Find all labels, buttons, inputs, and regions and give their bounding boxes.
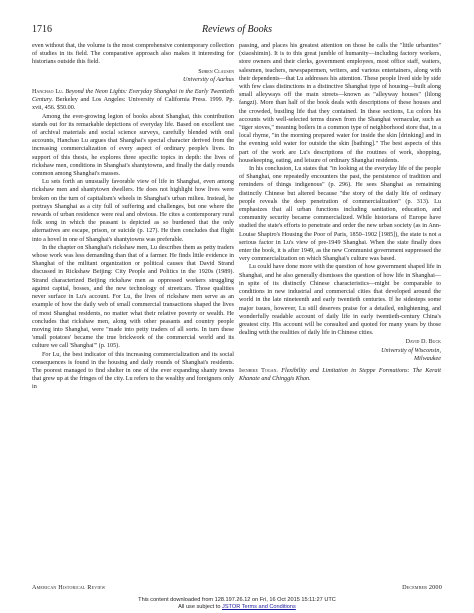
reviewer-affiliation: University of Wisconsin, <box>381 347 441 354</box>
reviewer-signature-1 <box>32 68 234 84</box>
page-footer <box>32 584 442 594</box>
left-column <box>32 42 234 392</box>
review-author: Hanchao Lu. <box>32 89 64 96</box>
issue-date: December 2000 <box>402 584 442 591</box>
next-review-author: Isenbike Togan. <box>239 367 278 374</box>
review-publication: Berkeley and Los Angeles: University of California Press. 1999. Pp. xvii, 456. $50.00. <box>32 97 234 112</box>
right-column <box>239 42 441 383</box>
body-paragraph: Lu could have done more with the question of how government shaped life in Shanghai, and he also generally dismisses the question of how life in Shanghai—in spite of its distinctly Chinese characteristics—might be comparable to conditions in new industrial and commercial cities that developed around the world in the late nineteenth and early twentieth centuries. If he sidesteps some major issues, however, Lu still deserves praise for a detailed, enlightening, and wonderfully readable account of daily life in early twentieth-century China's greatest city. His account will be consulted and quoted for many years by those dealing with the realities of daily life in Chinese cities. <box>239 264 441 337</box>
body-paragraph: For Lu, the best indicator of this increasing commercialization and its social consequences is found in the housing and daily rounds of Shanghai's residents. The poorest managed to find shelter in one of the ever expanding shanty towns that grew up at the fringes of the city. Lu refers to the wealthy and foreigners only in <box>32 351 234 391</box>
body-paragraph-continued: passing, and places his greatest attention on those he calls the "little urbanites" (xiaoshimin). It is to this great jumble of humanity—including factory workers, store owners and their clerks, government employees, most office staff, waiters, salesmen, teachers, newspapermen, writers, and various entertainers, along with their dependents—that Lu addresses his attention. These people lived side by side with few class distinctions in a distinctive Shanghai type of housing—built along small alleyways off the main streets—known as "alleyway houses" (lilong fangzi). More than half of the book deals with descriptions of these houses and the crowded, bustling life that they contained. In these sections, Lu colors his accounts with well-selected terms drawn from the Shanghai vernacular, such as "tiger stoves," meaning boilers in a common type of neighborhood store that, in a local rhyme, "in the morning prepared water for inside the skin [drinking] and in the evening sold water for outside the skin [bathing]." The best aspects of this part of the work are Lu's descriptions of the routines of work, shopping, housekeeping, eating, and leisure of ordinary Shanghai residents. <box>239 43 441 164</box>
terms-line <box>0 604 474 611</box>
body-paragraph: Lu sets forth an unusually favorable view of life in Shanghai, even among rickshaw men and shantytown dwellers. He does not highlight how lives were broken on the turn of capitalism's wheels in Shanghai's urban milieu. Instead, he portrays Shanghai as a city full of suffering and challenges, but one where the rewards of urban residence were real and obvious. He cites a contemporary rural folk song in which the peasant is depicted as so burdened that the only alternatives are escape, prison, or suicide (p. 127). He then concludes that flight into a hovel in one of Shanghai's shantytowns was preferable. <box>32 179 234 243</box>
next-review-citation <box>239 367 441 383</box>
body-paragraph: Among the ever-growing legion of books about Shanghai, this contribution stands out for its remarkable depictions of everyday life. Based on excellent use of archival materials and social science surveys, carefully blended with oral accounts, Hanchao Lu argues that Shanghai's special character derived from the increasing commercialization of every aspect of ordinary people's lives. In support of this thesis, he explores three specific topics in depth: the lives of rickshaw men, conditions in Shanghai's shantytowns, and finally the daily rounds common among Shanghai's masses. <box>32 113 234 178</box>
body-paragraph: In the chapter on Shanghai's rickshaw men, Lu describes them as petty traders whose work was less demanding than that of a farmer. He finds little evidence in Shanghai of the militant organization or political causes that David Strand discussed in Rickshaw Beijing: City People and Politics in the 1920s (1989). Strand characterized Beijing rickshaw men as oppressed workers struggling against capital, bosses, and the new technology of streetcars. Those qualities never surface in Lu's account. For Lu, the lives of rickshaw men serve as an example of how the daily web of small commercial transactions shaped the lives of most Shanghai residents, no matter what their relative poverty or wealth. He concludes that rickshaw men, along with other peasants and country people moving into Shanghai, were "made into petty traders of all sorts. In turn these 'small potatoes' became the true brickwork of the commercial world and its culture we call 'Shanghai'" (p. 105). <box>32 244 234 350</box>
jstor-terms-link[interactable]: JSTOR Terms and Conditions <box>222 603 296 610</box>
running-title: Reviews of Books <box>202 24 272 35</box>
reviewer-affiliation: University of Aarhus <box>183 76 234 83</box>
download-notice: This content downloaded from 128.197.26.12 on Fri, 16 Oct 2015 15:11:27 UTC <box>138 597 336 603</box>
reviewer-name: David D. Buck <box>405 339 441 346</box>
journal-name: American Historical Review <box>32 584 106 591</box>
review-book-title: Beyond the Neon Lights: Everyday Shanghai in the Early Twentieth Century. <box>32 89 234 104</box>
reviewer-name: Søren Clausen <box>198 68 234 75</box>
next-review-book-title: Flexibility and Limitation in Steppe Formations: The Kerait Khanate and Chinggis Khan. <box>239 367 441 383</box>
running-header <box>32 24 442 38</box>
jstor-notice <box>0 597 474 611</box>
review-citation <box>32 88 234 113</box>
intro-paragraph: even without that, the volume is the most comprehensive contemporary collection of studies in its field. The comparative approach also makes it interesting for historians outside this field. <box>32 43 234 66</box>
page-number: 1716 <box>32 24 52 35</box>
terms-prefix: All use subject to <box>178 603 223 610</box>
reviewer-signature-2 <box>239 338 441 363</box>
body-paragraph: In his conclusion, Lu states that "in looking at the everyday life of the people of Shanghai, one repeatedly encounters the past, the persistence of tradition and reminders of things indigenous" (p. 296). He sees Shanghai as remaining distinctly Chinese but altered because "the story of the daily life of ordinary people reveals the deep penetration of commercialization" (p. 313). Lu emphasizes that all urban functions including sanitation, education, and community security became commercialized. While historians of Europe have studied the state's efforts to penetrate and order the new urban society (as in Ann-Louise Shapiro's Housing the Poor of Paris, 1850–1902 [1985]), the state is not a serious factor in Lu's view of pre-1949 Shanghai. When the state finally does enter the book, it is after 1949, as the new Communist government suppressed the very commercialization on which Shanghai's culture was based. <box>239 166 441 263</box>
reviewer-affiliation-city: Milwaukee <box>414 355 441 362</box>
